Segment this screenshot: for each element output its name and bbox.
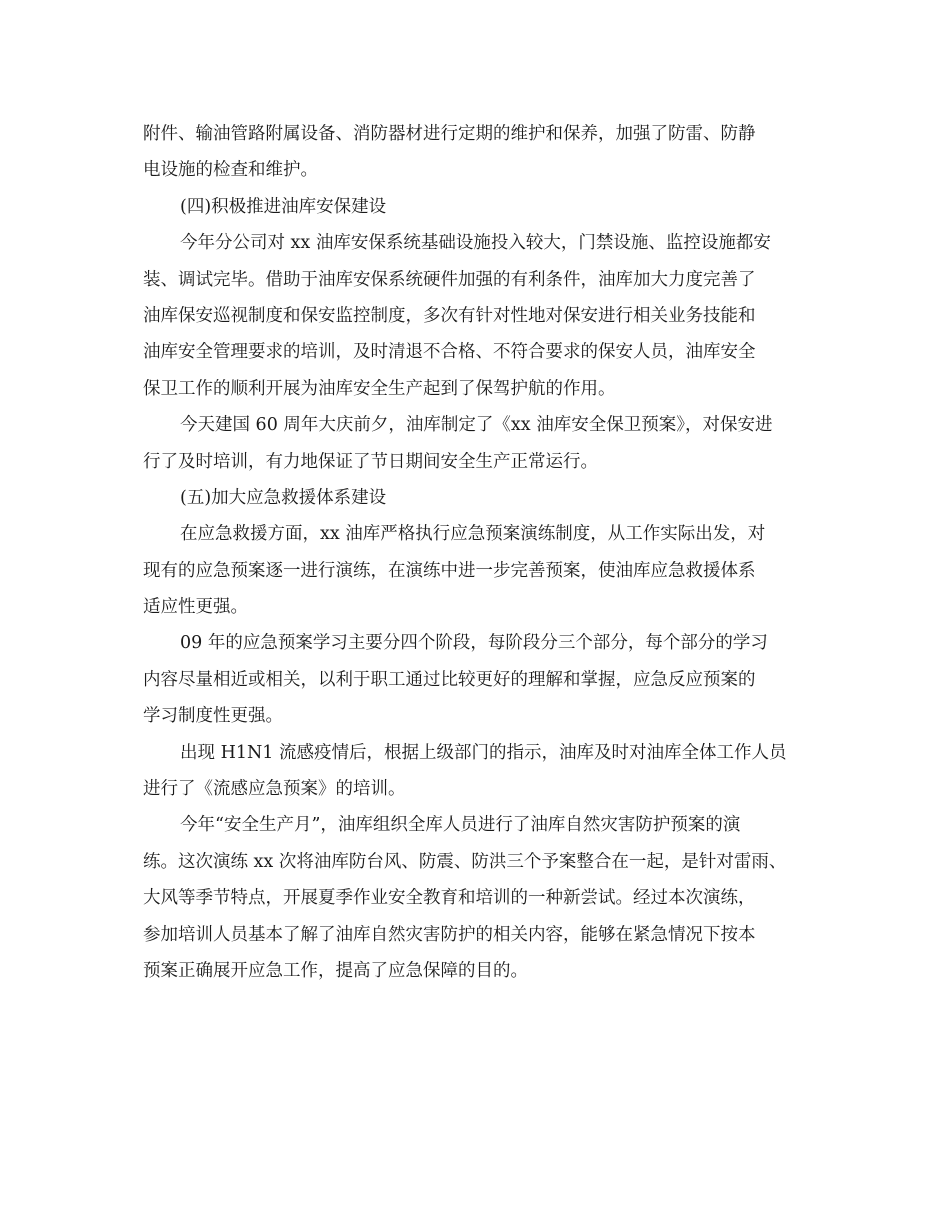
paragraph-line: 参加培训人员基本了解了油库自然灾害防护的相关内容，能够在紧急情况下按本 bbox=[143, 924, 756, 945]
paragraph-line: 今年“安全生产月”，油库组织全库人员进行了油库自然灾害防护预案的演 bbox=[180, 815, 741, 836]
paragraph-line: 预案正确展开应急工作，提高了应急保障的目的。 bbox=[143, 960, 528, 981]
paragraph-line: 油库安全管理要求的培训，及时清退不合格、不符合要求的保安人员，油库安全 bbox=[143, 342, 756, 363]
paragraph-line: 电设施的检查和维护。 bbox=[143, 160, 318, 181]
paragraph-line: 在应急救援方面，xx 油库严格执行应急预案演练制度，从工作实际出发，对 bbox=[180, 524, 766, 545]
paragraph-line: 现有的应急预案逐一进行演练，在演练中进一步完善预案，使油库应急救援体系 bbox=[143, 560, 756, 581]
document-body bbox=[143, 116, 813, 989]
paragraph-line: 内容尽量相近或相关，以利于职工通过比较更好的理解和掌握，应急反应预案的 bbox=[143, 669, 756, 690]
paragraph-line: 练。这次演练 xx 次将油库防台风、防震、防洪三个予案整合在一起，是针对雷雨、 bbox=[143, 851, 787, 872]
paragraph-line: 出现 H1N1 流感疫情后，根据上级部门的指示，油库及时对油库全体工作人员 bbox=[180, 742, 787, 763]
paragraph-line: 行了及时培训，有力地保证了节日期间安全生产正常运行。 bbox=[143, 451, 598, 472]
section-heading: (四)积极推进油库安保建设 bbox=[180, 196, 387, 217]
paragraph-line: 09 年的应急预案学习主要分四个阶段，每阶段分三个部分，每个部分的学习 bbox=[180, 633, 768, 654]
paragraph-line: 大风等季节特点，开展夏季作业安全教育和培训的一种新尝试。经过本次演练， bbox=[143, 888, 756, 909]
paragraph-line: 附件、输油管路附属设备、消防器材进行定期的维护和保养，加强了防雷、防静 bbox=[143, 124, 756, 144]
paragraph-line: 装、调试完毕。借助于油库安保系统硬件加强的有利条件，油库加大力度完善了 bbox=[143, 269, 756, 290]
section-heading: (五)加大应急救援体系建设 bbox=[180, 487, 387, 508]
paragraph-line: 保卫工作的顺利开展为油库安全生产起到了保驾护航的作用。 bbox=[143, 378, 616, 399]
paragraph-line: 学习制度性更强。 bbox=[143, 706, 283, 727]
paragraph-line: 适应性更强。 bbox=[143, 597, 248, 618]
paragraph-line: 进行了《流感应急预案》的培训。 bbox=[143, 779, 406, 800]
paragraph-line: 今年分公司对 xx 油库安保系统基础设施投入较大，门禁设施、监控设施都安 bbox=[180, 233, 771, 254]
paragraph-line: 油库保安巡视制度和保安监控制度，多次有针对性地对保安进行相关业务技能和 bbox=[143, 305, 756, 326]
paragraph-line: 今天建国 60 周年大庆前夕，油库制定了《xx 油库安全保卫预案》，对保安进 bbox=[180, 415, 773, 436]
